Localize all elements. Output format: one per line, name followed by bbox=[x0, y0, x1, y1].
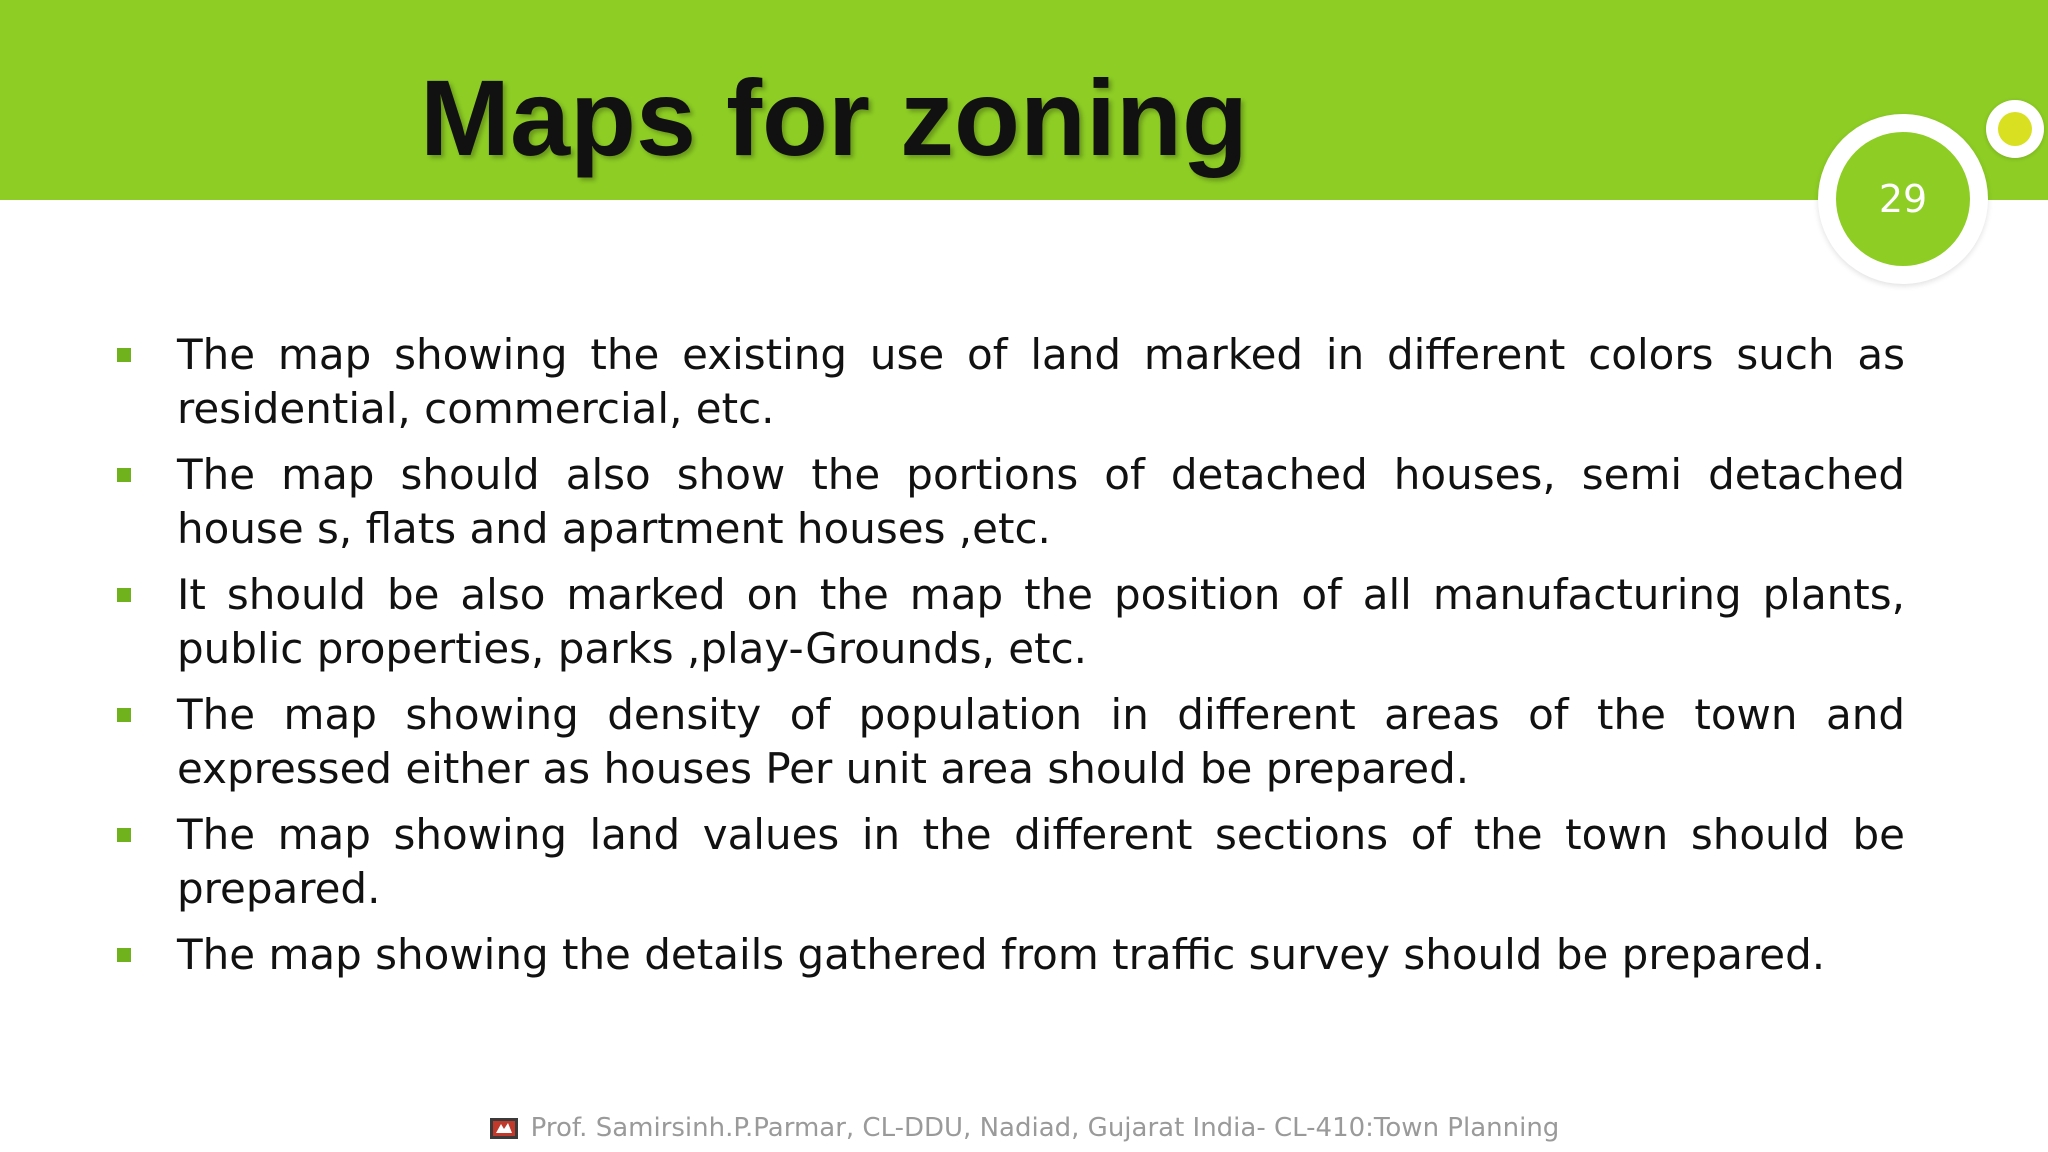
list-item bbox=[115, 928, 1905, 982]
decorative-dot bbox=[1986, 100, 2044, 158]
footer-text: Prof. Samirsinh.P.Parmar, CL-DDU, Nadiad, Gujarat India- CL-410:Town Planning bbox=[530, 1113, 1560, 1143]
square-bullet-icon bbox=[117, 948, 131, 962]
bullet-list bbox=[115, 328, 1905, 994]
footer bbox=[0, 1108, 2048, 1148]
bullet-text: The map showing density of population in different areas of the town and expressed either as houses Per unit area should be prepared. bbox=[177, 690, 1905, 793]
bullet-text: The map should also show the portions of detached houses, semi detached house s, flats and apartment houses ,etc. bbox=[177, 450, 1905, 553]
square-bullet-icon bbox=[117, 588, 131, 602]
list-item bbox=[115, 328, 1905, 436]
bullet-text: The map showing the details gathered from traffic survey should be prepared. bbox=[177, 930, 1826, 979]
bullet-text: It should be also marked on the map the position of all manufacturing plants, public properties, parks ,play-Grounds, etc. bbox=[177, 570, 1905, 673]
bullet-text: The map showing land values in the different sections of the town should be prepared. bbox=[177, 810, 1905, 913]
square-bullet-icon bbox=[117, 708, 131, 722]
list-item bbox=[115, 448, 1905, 556]
bullet-text: The map showing the existing use of land marked in different colors such as residential, commercial, etc. bbox=[177, 330, 1905, 433]
institute-logo-icon bbox=[489, 1115, 519, 1141]
list-item bbox=[115, 688, 1905, 796]
list-item bbox=[115, 808, 1905, 916]
page-number-badge: 29 bbox=[1836, 132, 1970, 266]
square-bullet-icon bbox=[117, 828, 131, 842]
list-item bbox=[115, 568, 1905, 676]
square-bullet-icon bbox=[117, 348, 131, 362]
slide-title: Maps for zoning bbox=[420, 57, 1248, 178]
square-bullet-icon bbox=[117, 468, 131, 482]
